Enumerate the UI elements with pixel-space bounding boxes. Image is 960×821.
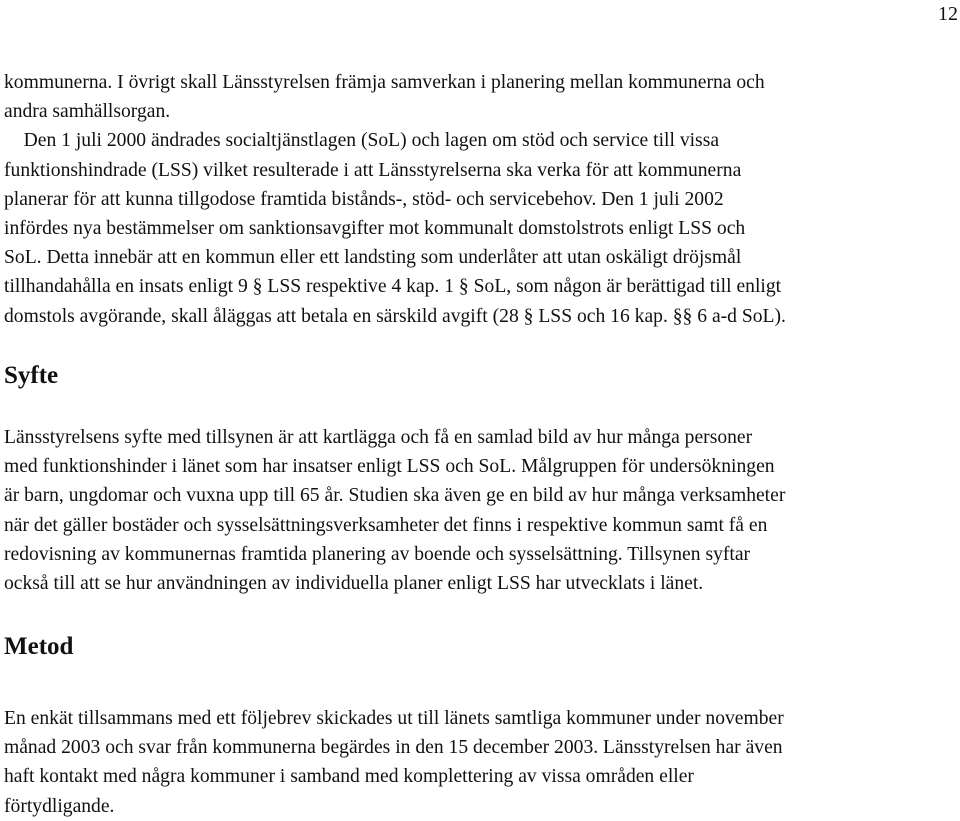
text-line: infördes nya bestämmelser om sanktionsavgifter mot kommunalt domstolstrots enligt LSS och xyxy=(4,218,746,240)
text-line: Den 1 juli 2000 ändrades socialtjänstlagen (SoL) och lagen om stöd och service till vissa xyxy=(4,130,720,152)
text-line: domstols avgörande, skall åläggas att betala en särskild avgift (28 § LSS och 16 kap. §§ 6 a-d SoL). xyxy=(4,305,786,327)
text-line: är barn, ungdomar och vuxna upp till 65 år. Studien ska även ge en bild av hur många verksamheter xyxy=(4,485,786,507)
text-line: Länsstyrelsens syfte med tillsynen är att kartlägga och få en samlad bild av hur många personer xyxy=(4,427,753,448)
section-heading-syfte: Syfte xyxy=(4,362,59,389)
text-line: redovisning av kommunernas framtida planering av boende och sysselsättning. Tillsynen syftar xyxy=(4,543,751,565)
text-line: funktionshindrade (LSS) vilket resulterade i att Länsstyrelserna ska verka för att kommunerna xyxy=(4,159,742,181)
text-line: med funktionshinder i länet som har insatser enligt LSS och SoL. Målgruppen för undersökningen xyxy=(4,456,775,478)
text-line: tillhandahålla en insats enligt 9 § LSS respektive 4 kap. 1 § SoL, som någon är berättigad till enligt xyxy=(4,276,782,298)
page-number: 12 xyxy=(938,3,958,25)
text-line: andra samhällsorgan. xyxy=(4,101,171,123)
text-line: SoL. Detta innebär att en kommun eller ett landsting som underlåter att utan oskäligt dröjsmål xyxy=(4,247,742,269)
text-line: månad 2003 och svar från kommunerna begärdes in den 15 december 2003. Länsstyrelsen har även xyxy=(4,737,783,759)
text-line: kommunerna. I övrigt skall Länsstyrelsen främja samverkan i planering mellan kommunerna och xyxy=(4,72,765,93)
metod-paragraph xyxy=(4,704,956,821)
intro-paragraph xyxy=(4,68,956,331)
text-line: när det gäller bostäder och sysselsättningsverksamheter det finns i respektive kommun samt få en xyxy=(4,514,768,536)
text-line: haft kontakt med några kommuner i samband med komplettering av vissa områden eller xyxy=(4,766,694,788)
section-heading-metod: Metod xyxy=(4,633,74,660)
text-line: förtydligande. xyxy=(4,795,115,817)
text-line: En enkät tillsammans med ett följebrev skickades ut till länets samtliga kommuner under november xyxy=(4,708,784,729)
syfte-paragraph xyxy=(4,423,956,598)
text-line: planerar för att kunna tillgodose framtida bistånds-, stöd- och servicebehov. Den 1 juli 2002 xyxy=(4,188,724,210)
text-line: också till att se hur användningen av individuella planer enligt LSS har utvecklats i länet. xyxy=(4,573,704,595)
